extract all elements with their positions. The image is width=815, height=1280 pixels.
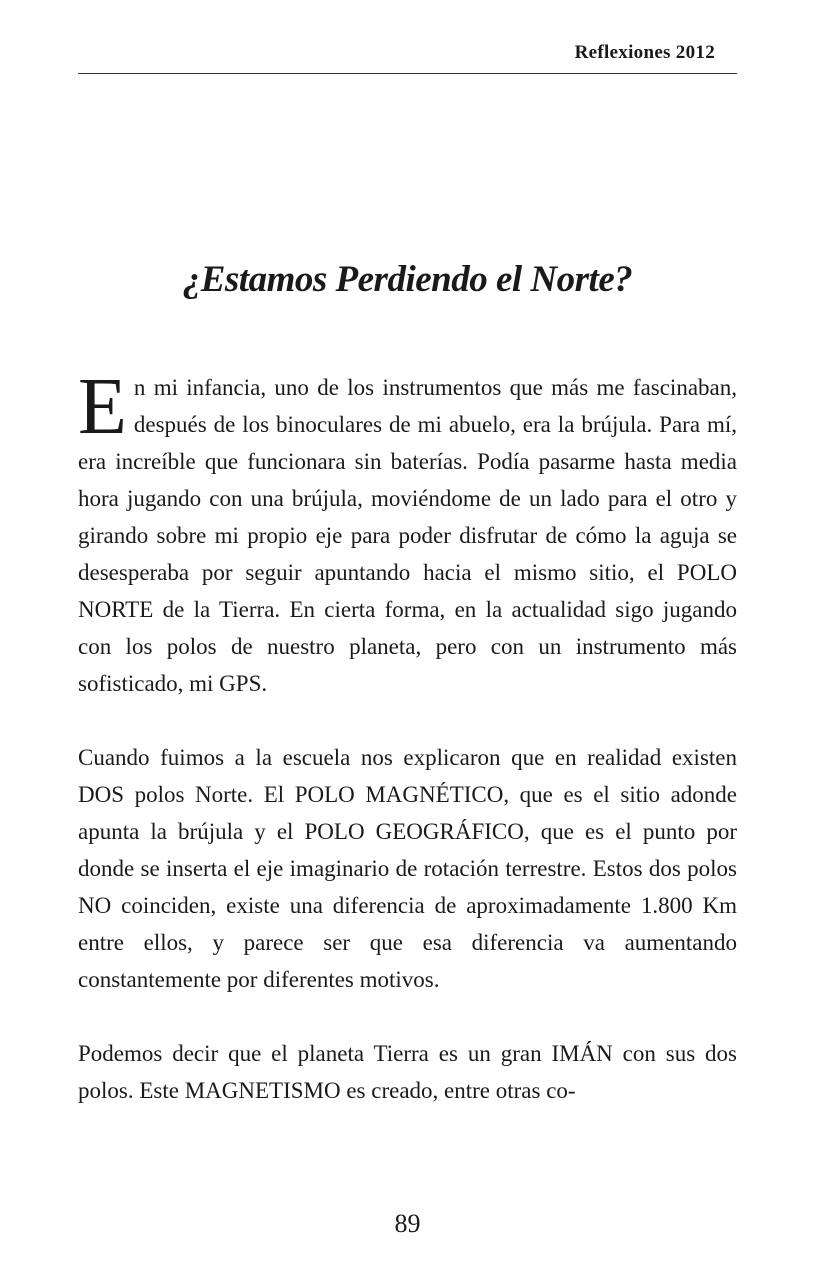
paragraph-3: Podemos decir que el planeta Tierra es un gran IMÁN con sus dos polos. Este MAGNETISMO es creado, entre otras co-: [78, 1041, 737, 1103]
paragraph-1-text: n mi infancia, uno de los instrumentos que más me fascinaban, después de los binoculares de mi abuelo, era la brújula. Para mí, era increíble que funcionara sin baterías. Podía pasarme hasta media hora jugando con una brújula, moviéndome de un lado para el otro y girando sobre mi propio eje para poder disfrutar de cómo la aguja se desesperaba por seguir apuntando hacia el mismo sitio, el POLO NORTE de la Tierra. En cierta forma, en la actualidad sigo jugando con los polos de nuestro planeta, pero con un instrumento más sofisticado, mi GPS.: [78, 375, 737, 696]
page-number: 89: [394, 1209, 421, 1238]
running-header-title: Reflexiones 2012: [574, 42, 715, 63]
paragraph-2: Cuando fuimos a la escuela nos explicaron que en realidad existen DOS polos Norte. El POLO MAGNÉTICO, que es el sitio adonde apunta la brújula y el POLO GEOGRÁFICO, que es el punto por donde se inserta el eje imaginario de rotación terrestre. Estos dos polos NO coinciden, existe una diferencia de aproximadamente 1.800 Km entre ellos, y parece ser que esa diferencia va aumentando constantemente por diferentes motivos.: [78, 745, 737, 992]
body-text: [78, 363, 737, 1109]
running-header: [78, 40, 737, 74]
chapter-title: ¿Estamos Perdiendo el Norte?: [182, 259, 633, 300]
paragraph-1: [78, 363, 737, 702]
drop-cap: E: [78, 363, 127, 451]
